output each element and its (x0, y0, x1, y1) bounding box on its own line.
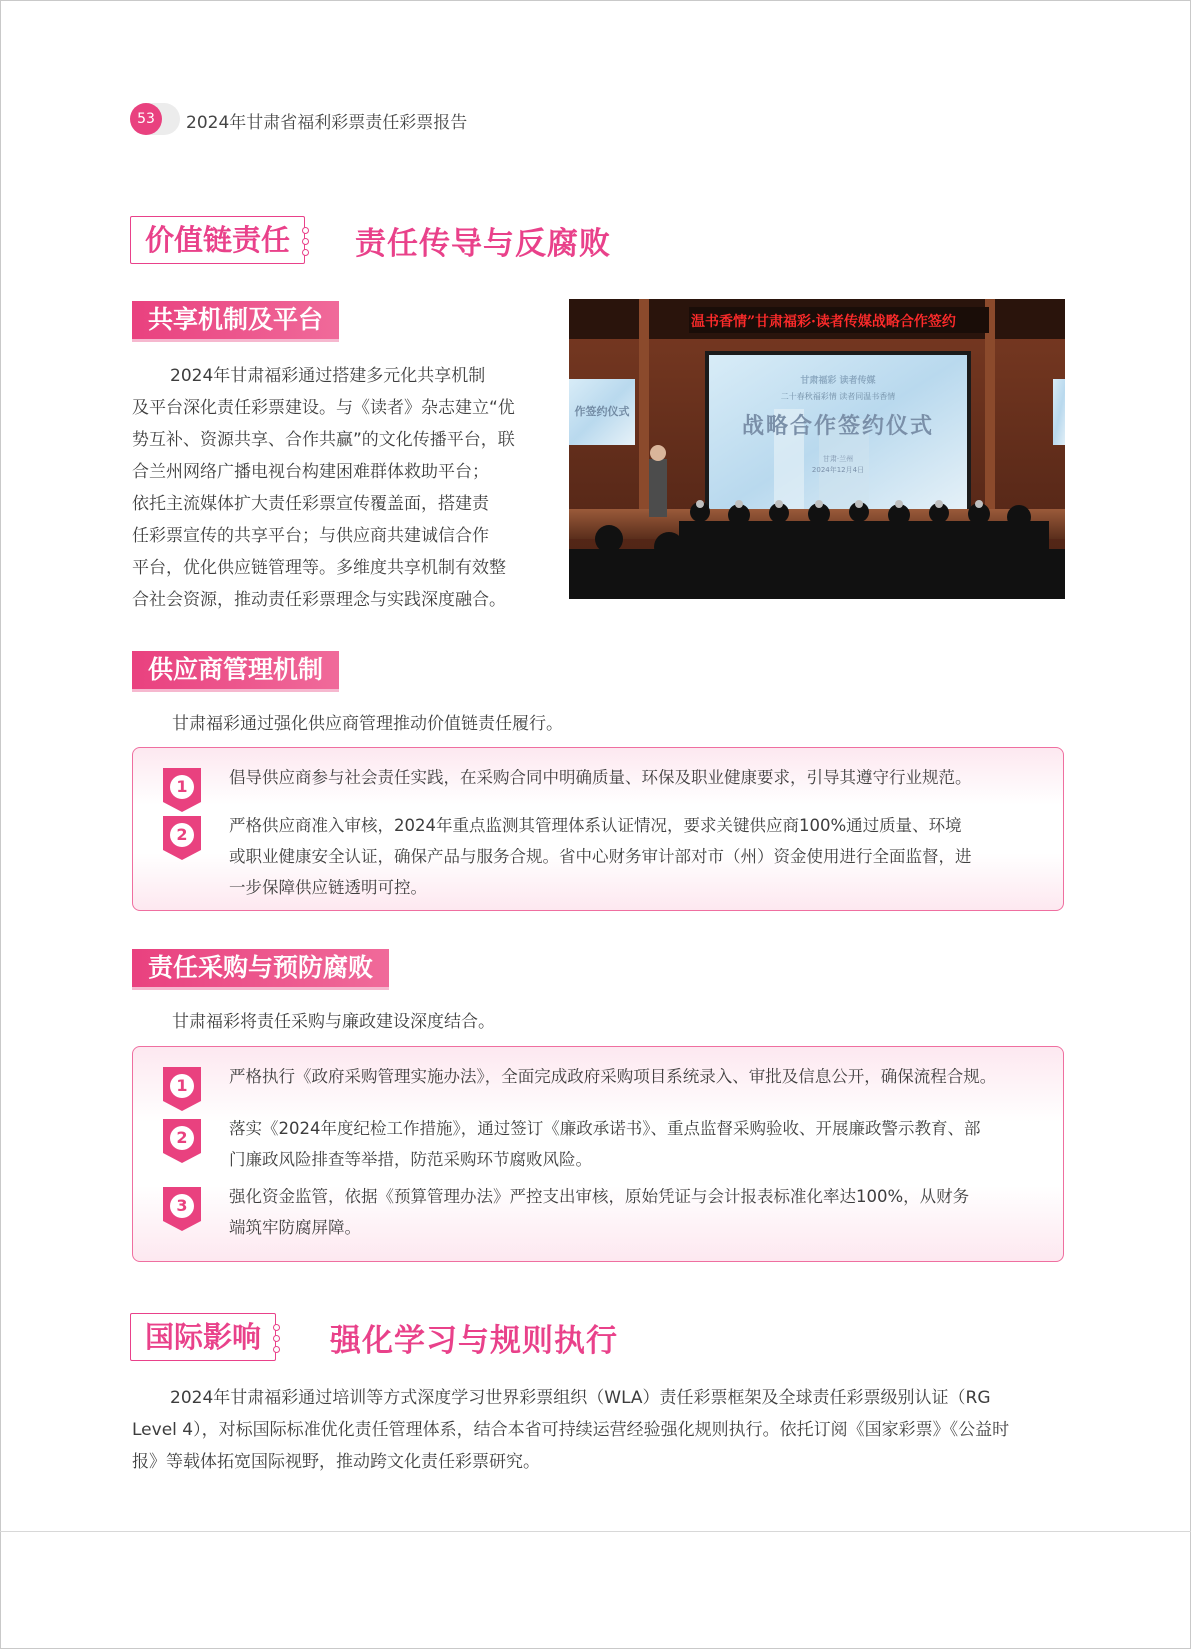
footer-divider (0, 1531, 1191, 1532)
international-paragraph (132, 1382, 1064, 1478)
item-text (229, 1181, 1033, 1243)
screen-small-top: 甘肃福彩 读者传媒 (800, 376, 876, 386)
paragraph-line: 合兰州网络广播电视台构建困难群体救助平台； (132, 462, 489, 482)
item-text (229, 1113, 1033, 1175)
paragraph-line: 势互补、资源共享、合作共赢”的文化传播平台，联 (132, 430, 515, 450)
report-title: 2024年甘肃省福利彩票责任彩票报告 (186, 113, 468, 133)
item-text (229, 1061, 1033, 1092)
screen-line: 二十春秋福彩情 读者同温书香情 (780, 392, 896, 401)
section-tag-label: 国际影响 (145, 1320, 262, 1354)
section-subtitle: 强化学习与规则执行 (330, 1323, 618, 1359)
screen-date: 2024年12月4日 (811, 466, 865, 474)
subheading-sharing: 共享机制及平台 (132, 301, 339, 342)
sharing-paragraph (132, 360, 532, 616)
signing-ceremony-photo (569, 299, 1065, 599)
section-tag-label: 价值链责任 (145, 223, 291, 257)
procurement-lead: 甘肃福彩将责任采购与廉政建设深度结合。 (172, 1012, 495, 1032)
page-number: 53 (130, 103, 162, 135)
item-line: 倡导供应商参与社会责任实践，在采购合同中明确质量、环保及职业健康要求，引导其遵守行业规范。 (229, 768, 972, 787)
side-screen-text: 作签约仪式 (574, 405, 630, 418)
item-line: 门廉政风险排查等举措，防范采购环节腐败风险。 (229, 1150, 592, 1169)
item-line: 或职业健康安全认证，确保产品与服务合规。省中心财务审计部对市（州）资金使用进行全面监督，进 (229, 847, 972, 866)
badge-number: 1 (176, 1076, 188, 1095)
item-line: 严格供应商准入审核，2024年重点监测其管理体系认证情况，要求关键供应商100%通过质量、环境 (229, 816, 962, 835)
procurement-box (132, 1046, 1064, 1262)
screen-title: 战略合作签约仪式 (741, 413, 934, 439)
paragraph-line: 任彩票宣传的共享平台；与供应商共建诚信合作 (132, 526, 489, 546)
badge-number: 3 (176, 1196, 188, 1215)
tag-dots-ornament (301, 223, 311, 257)
supplier-lead: 甘肃福彩通过强化供应商管理推动价值链责任履行。 (172, 714, 563, 734)
badge-number: 1 (176, 777, 188, 796)
paragraph-line: 及平台深化责任彩票建设。与《读者》杂志建立“优 (132, 398, 515, 418)
item-line: 强化资金监管，依据《预算管理办法》严控支出审核，原始凭证与会计报表标准化率达100%，从财务 (229, 1187, 970, 1206)
paragraph-line: 依托主流媒体扩大责任彩票宣传覆盖面，搭建责 (132, 494, 489, 514)
item-line: 端筑牢防腐屏障。 (229, 1218, 361, 1237)
paragraph-line: 2024年甘肃福彩通过搭建多元化共享机制 (170, 366, 486, 386)
subheading-supplier: 供应商管理机制 (132, 651, 339, 692)
banner-text: 温书香情”甘肃福彩·读者传媒战略合作签约 (691, 314, 956, 330)
paragraph-line: 报》等载体拓宽国际视野，推动跨文化责任彩票研究。 (132, 1452, 540, 1472)
paragraph-line: 2024年甘肃福彩通过培训等方式深度学习世界彩票组织（WLA）责任彩票框架及全球责任彩票级别认证（RG (170, 1388, 991, 1408)
supplier-box (132, 747, 1064, 911)
badge-number: 2 (176, 1128, 188, 1147)
paragraph-line: Level 4），对标国际标准优化责任管理体系，结合本省可持续运营经验强化规则执行。依托订阅《国家彩票》《公益时 (132, 1420, 1010, 1440)
paragraph-line: 平台，优化供应链管理等。多维度共享机制有效整 (132, 558, 506, 578)
screen-place: 甘肃·兰州 (822, 455, 854, 463)
section-tag (130, 216, 305, 264)
subheading-procurement: 责任采购与预防腐败 (132, 949, 389, 990)
item-line: 严格执行《政府采购管理实施办法》，全面完成政府采购项目系统录入、审批及信息公开，确保流程合规。 (229, 1067, 997, 1086)
badge-number: 2 (176, 825, 188, 844)
section-tag (130, 1313, 276, 1361)
paragraph-line: 合社会资源，推动责任彩票理念与实践深度融合。 (132, 590, 506, 610)
page-number-pill (130, 103, 180, 135)
item-text (229, 762, 1033, 793)
item-line: 落实《2024年度纪检工作措施》，通过签订《廉政承诺书》、重点监督采购验收、开展廉政警示教育、部 (229, 1119, 981, 1138)
tag-dots-ornament (272, 1320, 282, 1354)
item-text (229, 810, 1033, 903)
section-subtitle: 责任传导与反腐败 (355, 226, 611, 262)
item-line: 一步保障供应链透明可控。 (229, 878, 427, 897)
